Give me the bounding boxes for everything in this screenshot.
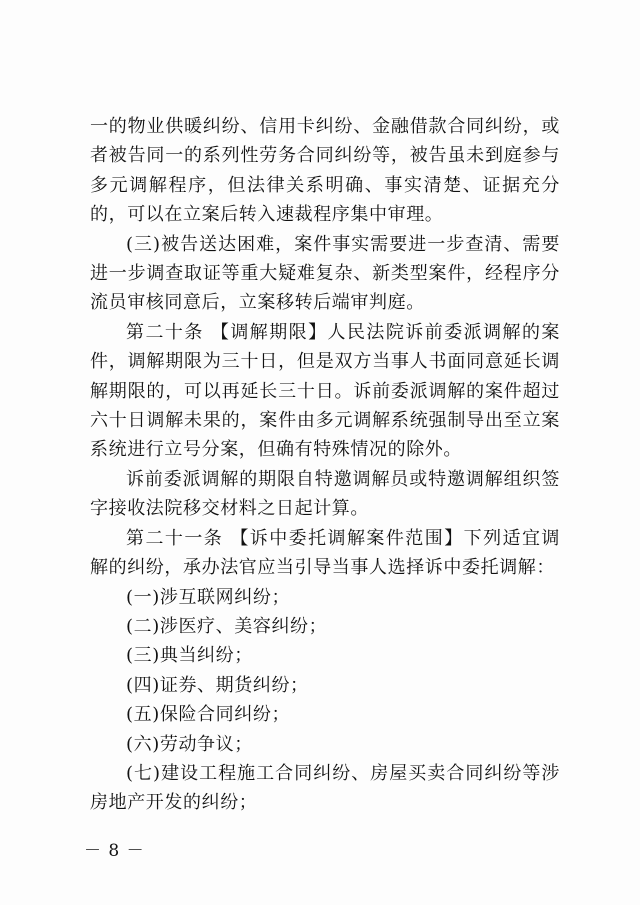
list-item-5: (五)保险合同纠纷； (126, 704, 291, 726)
page-number: － 8 － (84, 841, 145, 861)
list-item-7: (七)建设工程施工合同纠纷、房屋买卖合同纠纷等涉房地产开发的纠纷； (90, 762, 560, 814)
document-body (90, 112, 560, 818)
list-item-2: (二)涉医疗、美容纠纷； (126, 615, 328, 637)
paragraph-article-21: 第二十一条 【诉中委托调解案件范围】下列适宜调解的纠纷，承办法官应当引导当事人选择诉中委托调解： (90, 527, 560, 579)
list-item-4: (四)证券、期货纠纷； (126, 674, 309, 696)
paragraph-item-3: (三)被告送达困难，案件事实需要进一步查清、需要进一步调查取证等重大疑难复杂、新类型案件，经程序分流员审核同意后，立案移转后端审判庭。 (90, 233, 560, 314)
paragraph-continuation: 一的物业供暖纠纷、信用卡纠纷、金融借款合同纠纷，或者被告同一的系列性劳务合同纠纷等，被告虽未到庭参与多元调解程序，但法律关系明确、事实清楚、证据充分的，可以在立案后转入速裁程序集中审理。 (90, 116, 560, 226)
list-item-3: (三)典当纠纷； (126, 645, 253, 667)
list-item-1: (一)涉互联网纠纷； (126, 586, 291, 608)
paragraph-article-20: 第二十条 【调解期限】人民法院诉前委派调解的案件，调解期限为三十日，但是双方当事人书面同意延长调解期限的，可以再延长三十日。诉前委派调解的案件超过六十日调解未果的，案件由多元调解系统强制导出至立案系统进行立号分案，但确有特殊情况的除外。 (90, 321, 560, 461)
paragraph-mediation-period: 诉前委派调解的期限自特邀调解员或特邀调解组织签字接收法院移交材料之日起计算。 (90, 468, 560, 520)
list-item-6: (六)劳动争议； (126, 733, 253, 755)
